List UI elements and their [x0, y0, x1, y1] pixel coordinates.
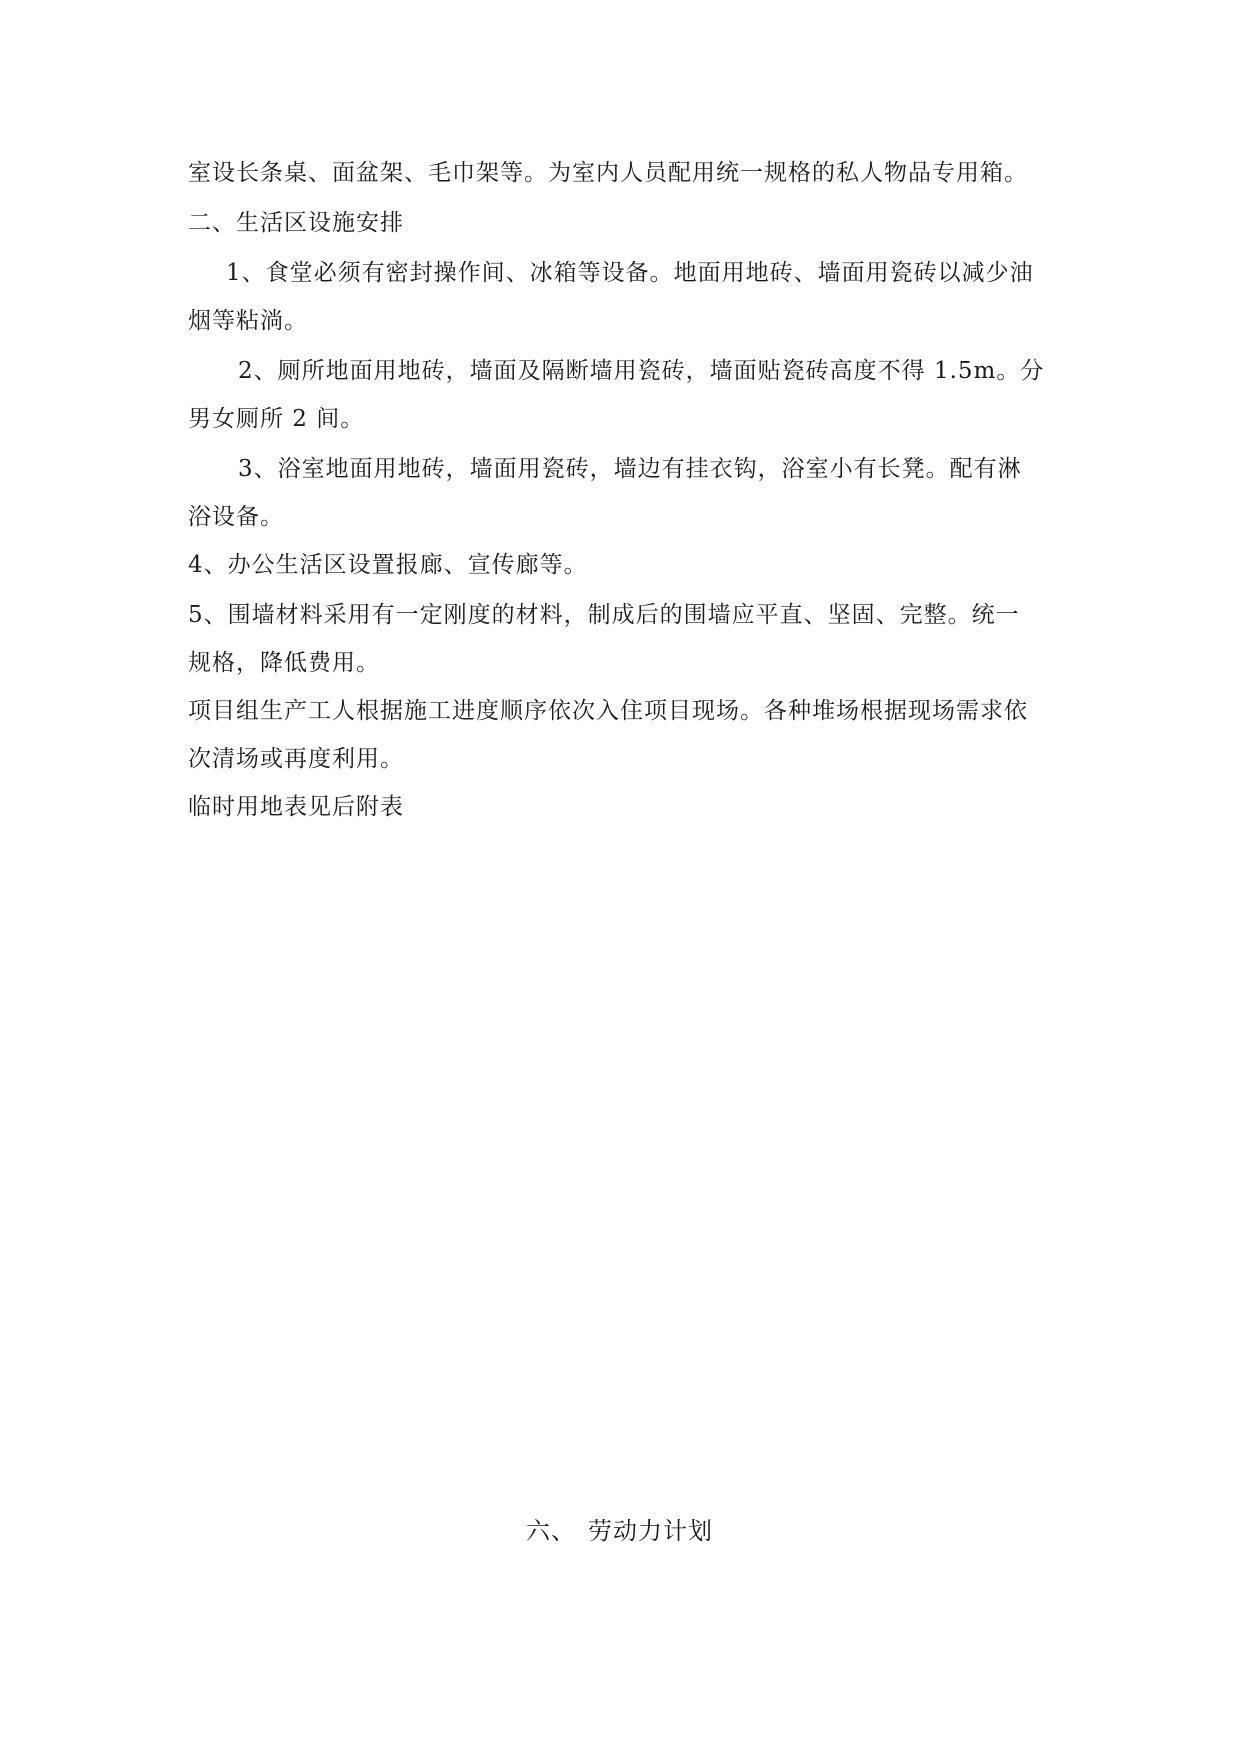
paragraph-line: 3、浴室地面用地砖，墙面用瓷砖，墙边有挂衣钩，浴室小有长凳。配有淋 — [238, 456, 1022, 482]
paragraph-line: 5、围墙材料采用有一定刚度的材料，制成后的围墙应平直、坚固、完整。统一 — [188, 602, 1020, 628]
section-heading-number: 六、 — [526, 1517, 576, 1545]
subsection-title: 二、生活区设施安排 — [188, 210, 404, 236]
paragraph-line: 规格，降低费用。 — [188, 650, 380, 676]
paragraph-line: 2、厕所地面用地砖，墙面及隔断墙用瓷砖，墙面贴瓷砖高度不得 1.5m。分 — [238, 358, 1045, 384]
paragraph-line: 浴设备。 — [188, 504, 284, 530]
paragraph-line: 1、食堂必须有密封操作间、冰箱等设备。地面用地砖、墙面用瓷砖以减少油 — [226, 260, 1034, 286]
paragraph-line: 室设长条桌、面盆架、毛巾架等。为室内人员配用统一规格的私人物品专用箱。 — [188, 160, 1028, 186]
paragraph-line: 4、办公生活区设置报廊、宣传廊等。 — [188, 552, 588, 578]
section-heading-title: 劳动力计划 — [588, 1517, 713, 1545]
paragraph-line: 次清场或再度利用。 — [188, 746, 404, 772]
paragraph-line: 男女厕所 2 间。 — [188, 406, 365, 432]
paragraph-line: 烟等粘淌。 — [188, 308, 308, 334]
paragraph-line: 临时用地表见后附表 — [188, 794, 404, 820]
paragraph-line: 项目组生产工人根据施工进度顺序依次入住项目现场。各种堆场根据现场需求依 — [188, 698, 1028, 724]
